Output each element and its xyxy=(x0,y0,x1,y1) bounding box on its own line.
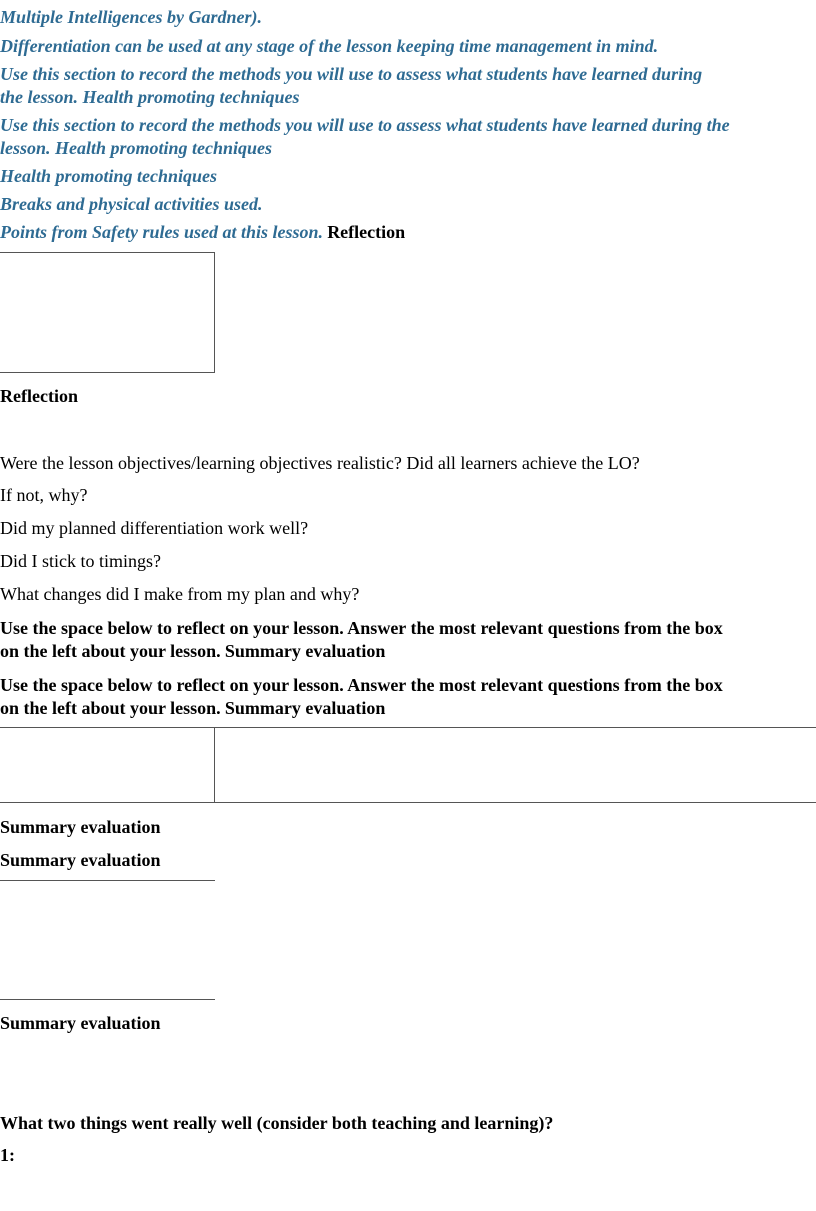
doc-line xyxy=(0,697,385,722)
doc-line: Differentiation can be used at any stage of the lesson keeping time management in mind. xyxy=(0,36,659,56)
doc-text: Summary evaluation xyxy=(0,850,161,870)
doc-text: Health promoting techniques xyxy=(78,87,300,107)
reflection-question: Did I stick to timings? xyxy=(0,551,161,571)
section-heading: Summary evaluation xyxy=(0,1013,161,1033)
empty-table-cell xyxy=(0,252,215,373)
doc-line: Multiple Intelligences by Gardner). xyxy=(0,7,262,27)
doc-text: on the left about your lesson. xyxy=(0,641,221,661)
table-divider xyxy=(214,727,215,803)
reflection-question: What changes did I make from my plan and why? xyxy=(0,584,360,604)
doc-line xyxy=(0,617,723,642)
doc-text: Summary evaluation xyxy=(0,817,161,837)
doc-text: Summary evaluation xyxy=(224,698,386,718)
doc-line: Use the space below to reflect on your lesson. Answer the most relevant questions from the box xyxy=(0,675,723,695)
doc-text: Reflection xyxy=(327,222,406,242)
doc-text: lesson. xyxy=(0,138,51,158)
table-border xyxy=(0,999,215,1000)
reflection-question: If not, why? xyxy=(0,485,88,505)
doc-line: Health promoting techniques xyxy=(0,166,218,186)
doc-text: Summary evaluation xyxy=(224,641,386,661)
doc-line xyxy=(0,221,405,246)
doc-text: the lesson. xyxy=(0,87,79,107)
table-border xyxy=(0,727,816,728)
doc-line: Use this section to record the methods you will use to assess what students have learned during the xyxy=(0,115,730,135)
doc-line xyxy=(0,640,385,665)
doc-line xyxy=(0,849,161,874)
reflection-question: Did my planned differentiation work well? xyxy=(0,518,309,538)
answer-label: 1: xyxy=(0,1145,15,1165)
doc-text: Points from Safety rules used at this lesson. xyxy=(0,222,324,242)
summary-question: What two things went really well (consider both teaching and learning)? xyxy=(0,1113,554,1133)
reflection-question: Were the lesson objectives/learning objectives realistic? Did all learners achieve the LO? xyxy=(0,453,640,473)
section-heading: Reflection xyxy=(0,386,78,406)
doc-text: Health promoting techniques xyxy=(50,138,273,158)
table-border xyxy=(0,880,215,881)
table-border xyxy=(0,802,816,803)
doc-line xyxy=(0,86,300,111)
doc-line xyxy=(0,816,161,841)
doc-text: Use this section to record the methods you will use to assess what students have learned during xyxy=(0,64,703,84)
doc-text: Use the space below to reflect on your lesson. Answer the most relevant questions from the box xyxy=(0,618,723,638)
doc-line xyxy=(0,63,702,88)
doc-line: Breaks and physical activities used. xyxy=(0,194,263,214)
doc-text: on the left about your lesson. xyxy=(0,698,221,718)
doc-line xyxy=(0,137,272,162)
